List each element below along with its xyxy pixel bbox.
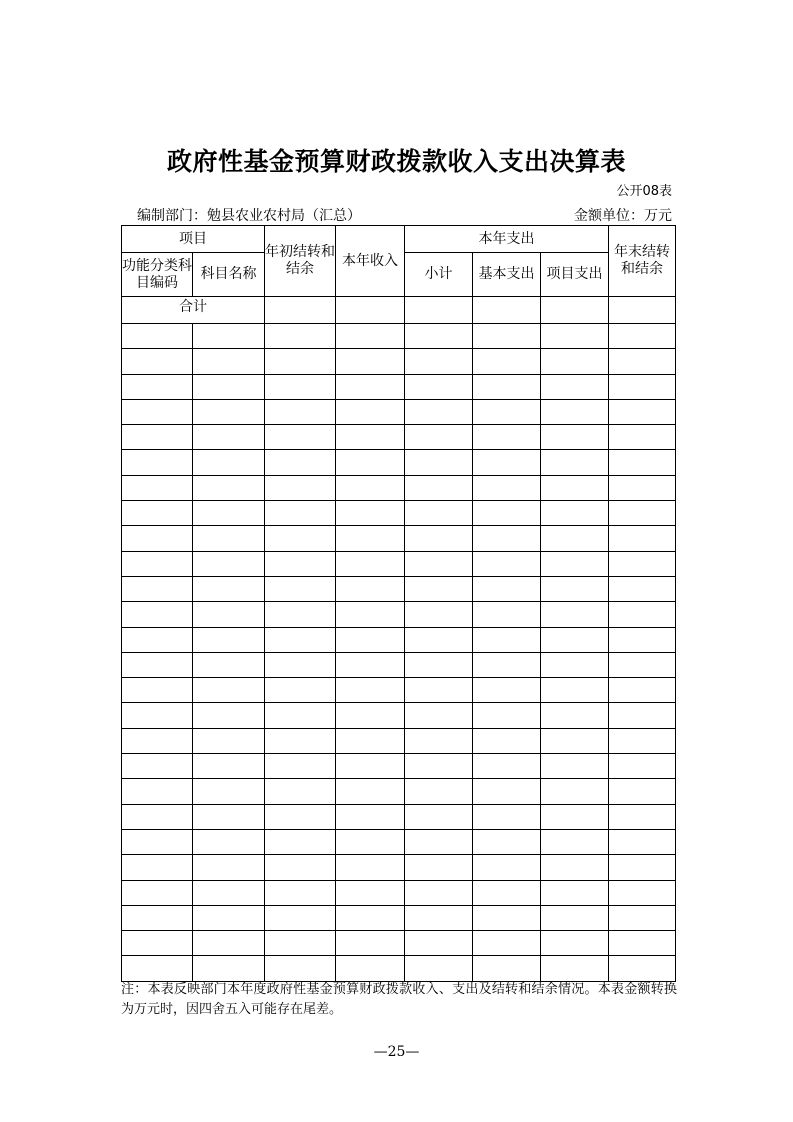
table-cell bbox=[122, 349, 193, 374]
table-row bbox=[122, 349, 676, 374]
department-label: 编制部门：勉县农业农村局（汇总） bbox=[137, 208, 361, 224]
table-cell bbox=[609, 678, 676, 703]
table-cell bbox=[405, 450, 473, 475]
total-cell bbox=[336, 297, 405, 324]
header-subject-name: 科目名称 bbox=[193, 253, 265, 297]
table-cell bbox=[193, 956, 265, 981]
table-cell bbox=[336, 779, 405, 804]
table-cell bbox=[541, 602, 609, 627]
table-cell bbox=[473, 551, 541, 576]
table-cell bbox=[336, 728, 405, 753]
table-cell bbox=[265, 652, 336, 677]
unit-label: 金额单位：万元 bbox=[574, 208, 672, 224]
table-row bbox=[122, 880, 676, 905]
table-cell bbox=[193, 829, 265, 854]
table-cell bbox=[473, 602, 541, 627]
table-cell bbox=[122, 399, 193, 424]
table-cell bbox=[193, 627, 265, 652]
table-row bbox=[122, 602, 676, 627]
table-row bbox=[122, 728, 676, 753]
table-cell bbox=[405, 779, 473, 804]
table-cell bbox=[193, 804, 265, 829]
table-cell bbox=[193, 905, 265, 930]
table-cell bbox=[609, 374, 676, 399]
table-cell bbox=[541, 956, 609, 981]
table-cell bbox=[122, 931, 193, 956]
table-cell bbox=[122, 905, 193, 930]
table-row bbox=[122, 501, 676, 526]
table-cell bbox=[122, 829, 193, 854]
table-cell bbox=[473, 450, 541, 475]
table-cell bbox=[193, 728, 265, 753]
table-cell bbox=[122, 855, 193, 880]
table-cell bbox=[473, 349, 541, 374]
table-row bbox=[122, 855, 676, 880]
table-cell bbox=[405, 349, 473, 374]
table-cell bbox=[336, 652, 405, 677]
table-cell bbox=[609, 956, 676, 981]
table-cell bbox=[541, 627, 609, 652]
table-cell bbox=[473, 475, 541, 500]
table-cell bbox=[122, 652, 193, 677]
table-cell bbox=[193, 880, 265, 905]
table-cell bbox=[336, 324, 405, 349]
table-row bbox=[122, 956, 676, 981]
table-cell bbox=[609, 754, 676, 779]
table-cell bbox=[405, 678, 473, 703]
table-cell bbox=[122, 576, 193, 601]
table-cell bbox=[122, 374, 193, 399]
table-cell bbox=[541, 804, 609, 829]
table-cell bbox=[336, 880, 405, 905]
table-cell bbox=[193, 501, 265, 526]
table-cell bbox=[122, 602, 193, 627]
table-cell bbox=[265, 349, 336, 374]
table-cell bbox=[609, 501, 676, 526]
table-cell bbox=[193, 425, 265, 450]
table-cell bbox=[473, 374, 541, 399]
table-cell bbox=[473, 627, 541, 652]
table-cell bbox=[336, 703, 405, 728]
table-cell bbox=[336, 576, 405, 601]
table-row bbox=[122, 399, 676, 424]
table-cell bbox=[193, 399, 265, 424]
table-cell bbox=[405, 652, 473, 677]
table-cell bbox=[541, 678, 609, 703]
table-cell bbox=[193, 602, 265, 627]
table-cell bbox=[336, 627, 405, 652]
table-row bbox=[122, 425, 676, 450]
table-cell bbox=[473, 829, 541, 854]
table-cell bbox=[541, 905, 609, 930]
table-cell bbox=[265, 754, 336, 779]
header-row-1 bbox=[122, 226, 676, 253]
table-cell bbox=[193, 754, 265, 779]
table-cell bbox=[541, 501, 609, 526]
table-cell bbox=[541, 576, 609, 601]
table-cell bbox=[405, 703, 473, 728]
table-cell bbox=[193, 450, 265, 475]
table-cell bbox=[122, 779, 193, 804]
table-cell bbox=[122, 804, 193, 829]
table-cell bbox=[336, 450, 405, 475]
table-cell bbox=[122, 324, 193, 349]
page-number: —25— bbox=[373, 1044, 420, 1060]
table-cell bbox=[473, 703, 541, 728]
table-cell bbox=[193, 475, 265, 500]
table-cell bbox=[473, 754, 541, 779]
table-row bbox=[122, 678, 676, 703]
table-cell bbox=[193, 349, 265, 374]
table-cell bbox=[193, 652, 265, 677]
table-cell bbox=[265, 602, 336, 627]
table-cell bbox=[609, 931, 676, 956]
total-row bbox=[122, 297, 676, 324]
fund-table bbox=[121, 225, 676, 982]
table-cell bbox=[405, 728, 473, 753]
table-cell bbox=[265, 374, 336, 399]
table-cell bbox=[473, 324, 541, 349]
table-cell bbox=[541, 880, 609, 905]
table-cell bbox=[473, 678, 541, 703]
table-cell bbox=[473, 501, 541, 526]
table-cell bbox=[473, 804, 541, 829]
table-cell bbox=[405, 804, 473, 829]
table-cell bbox=[405, 880, 473, 905]
table-row bbox=[122, 905, 676, 930]
table-cell bbox=[541, 855, 609, 880]
header-basic-expense: 基本支出 bbox=[473, 253, 541, 297]
table-cell bbox=[609, 475, 676, 500]
table-cell bbox=[609, 627, 676, 652]
table-row bbox=[122, 374, 676, 399]
table-cell bbox=[265, 526, 336, 551]
table-cell bbox=[336, 855, 405, 880]
table-cell bbox=[609, 551, 676, 576]
table-cell bbox=[405, 475, 473, 500]
table-cell bbox=[405, 374, 473, 399]
table-cell bbox=[405, 526, 473, 551]
table-cell bbox=[122, 501, 193, 526]
table-cell bbox=[405, 501, 473, 526]
table-cell bbox=[541, 728, 609, 753]
table-cell bbox=[405, 855, 473, 880]
table-cell bbox=[336, 399, 405, 424]
table-cell bbox=[473, 576, 541, 601]
footnote: 注：本表反映部门本年度政府性基金预算财政拨款收入、支出及结转和结余情况。本表金额转换为万元时，因四舍五入可能存在尾差。 bbox=[121, 982, 677, 1017]
table-row bbox=[122, 703, 676, 728]
table-cell bbox=[265, 728, 336, 753]
table-cell bbox=[336, 678, 405, 703]
table-cell bbox=[541, 551, 609, 576]
table-cell bbox=[122, 956, 193, 981]
table-cell bbox=[122, 627, 193, 652]
table-cell bbox=[473, 526, 541, 551]
table-row bbox=[122, 627, 676, 652]
table-cell bbox=[193, 551, 265, 576]
table-cell bbox=[473, 399, 541, 424]
table-cell bbox=[609, 349, 676, 374]
table-cell bbox=[122, 754, 193, 779]
table-cell bbox=[122, 475, 193, 500]
table-cell bbox=[405, 425, 473, 450]
table-cell bbox=[405, 931, 473, 956]
table-cell bbox=[405, 324, 473, 349]
total-cell bbox=[405, 297, 473, 324]
table-cell bbox=[336, 754, 405, 779]
table-cell bbox=[336, 425, 405, 450]
table-cell bbox=[336, 501, 405, 526]
table-cell bbox=[541, 829, 609, 854]
table-row bbox=[122, 526, 676, 551]
table-cell bbox=[541, 374, 609, 399]
table-cell bbox=[609, 425, 676, 450]
total-label: 合计 bbox=[122, 297, 265, 324]
total-cell bbox=[609, 297, 676, 324]
table-cell bbox=[336, 905, 405, 930]
table-cell bbox=[609, 728, 676, 753]
table-cell bbox=[265, 905, 336, 930]
table-cell bbox=[473, 931, 541, 956]
table-cell bbox=[336, 804, 405, 829]
table-cell bbox=[541, 450, 609, 475]
table-row bbox=[122, 551, 676, 576]
table-cell bbox=[609, 324, 676, 349]
table-number: 公开08表 bbox=[616, 184, 672, 199]
table-cell bbox=[193, 576, 265, 601]
table-cell bbox=[609, 779, 676, 804]
table-cell bbox=[541, 526, 609, 551]
table-row bbox=[122, 576, 676, 601]
table-cell bbox=[473, 425, 541, 450]
table-cell bbox=[609, 905, 676, 930]
table-cell bbox=[193, 526, 265, 551]
table-cell bbox=[336, 349, 405, 374]
table-cell bbox=[122, 678, 193, 703]
header-project-expense: 项目支出 bbox=[541, 253, 609, 297]
table-cell bbox=[265, 931, 336, 956]
table-cell bbox=[541, 425, 609, 450]
table-cell bbox=[265, 627, 336, 652]
table-cell bbox=[541, 324, 609, 349]
table-cell bbox=[541, 652, 609, 677]
table-cell bbox=[265, 576, 336, 601]
table-row bbox=[122, 324, 676, 349]
table-cell bbox=[609, 450, 676, 475]
table-cell bbox=[473, 855, 541, 880]
table-cell bbox=[405, 956, 473, 981]
table-cell bbox=[193, 703, 265, 728]
table-cell bbox=[473, 880, 541, 905]
table-cell bbox=[609, 880, 676, 905]
table-cell bbox=[336, 526, 405, 551]
table-cell bbox=[609, 855, 676, 880]
table-cell bbox=[473, 728, 541, 753]
table-cell bbox=[265, 399, 336, 424]
table-cell bbox=[193, 678, 265, 703]
table-cell bbox=[265, 703, 336, 728]
table-cell bbox=[541, 931, 609, 956]
table-cell bbox=[405, 829, 473, 854]
table-cell bbox=[473, 956, 541, 981]
table-cell bbox=[336, 551, 405, 576]
total-cell bbox=[265, 297, 336, 324]
table-cell bbox=[609, 703, 676, 728]
header-subtotal: 小计 bbox=[405, 253, 473, 297]
table-cell bbox=[265, 880, 336, 905]
header-function-code: 功能分类科目编码 bbox=[122, 253, 193, 297]
table-cell bbox=[405, 399, 473, 424]
table-cell bbox=[265, 804, 336, 829]
table-cell bbox=[473, 779, 541, 804]
table-cell bbox=[122, 880, 193, 905]
table-row bbox=[122, 931, 676, 956]
table-cell bbox=[336, 602, 405, 627]
table-cell bbox=[541, 703, 609, 728]
table-row bbox=[122, 779, 676, 804]
table-cell bbox=[473, 652, 541, 677]
table-cell bbox=[609, 576, 676, 601]
table-row bbox=[122, 475, 676, 500]
page-title: 政府性基金预算财政拨款收入支出决算表 bbox=[166, 147, 626, 176]
table-cell bbox=[541, 349, 609, 374]
table-cell bbox=[609, 829, 676, 854]
table-cell bbox=[193, 324, 265, 349]
table-cell bbox=[122, 551, 193, 576]
table-cell bbox=[541, 779, 609, 804]
table-cell bbox=[609, 602, 676, 627]
table-cell bbox=[122, 703, 193, 728]
table-cell bbox=[265, 501, 336, 526]
table-row bbox=[122, 754, 676, 779]
header-current-income: 本年收入 bbox=[336, 226, 405, 297]
table-cell bbox=[336, 829, 405, 854]
table-cell bbox=[473, 905, 541, 930]
table-row bbox=[122, 829, 676, 854]
table-cell bbox=[541, 475, 609, 500]
table-cell bbox=[336, 374, 405, 399]
table-cell bbox=[265, 324, 336, 349]
table-cell bbox=[336, 931, 405, 956]
table-cell bbox=[193, 374, 265, 399]
table-cell bbox=[122, 425, 193, 450]
table-cell bbox=[609, 399, 676, 424]
table-cell bbox=[541, 399, 609, 424]
table-cell bbox=[405, 627, 473, 652]
table-cell bbox=[122, 450, 193, 475]
table-cell bbox=[609, 804, 676, 829]
table-cell bbox=[265, 779, 336, 804]
table-cell bbox=[265, 855, 336, 880]
table-row bbox=[122, 652, 676, 677]
table-cell bbox=[265, 425, 336, 450]
table-cell bbox=[193, 931, 265, 956]
table-cell bbox=[193, 779, 265, 804]
header-opening-balance: 年初结转和结余 bbox=[265, 226, 336, 297]
total-cell bbox=[473, 297, 541, 324]
table-cell bbox=[265, 475, 336, 500]
table-cell bbox=[193, 855, 265, 880]
table-cell bbox=[336, 475, 405, 500]
total-cell bbox=[541, 297, 609, 324]
header-current-expense: 本年支出 bbox=[405, 226, 609, 253]
table-cell bbox=[265, 450, 336, 475]
table-cell bbox=[541, 754, 609, 779]
table-cell bbox=[265, 956, 336, 981]
table-cell bbox=[265, 551, 336, 576]
table-cell bbox=[336, 956, 405, 981]
table-cell bbox=[405, 905, 473, 930]
table-cell bbox=[405, 576, 473, 601]
table-cell bbox=[122, 526, 193, 551]
table-cell bbox=[122, 728, 193, 753]
table-cell bbox=[405, 602, 473, 627]
table-cell bbox=[265, 829, 336, 854]
header-item: 项目 bbox=[122, 226, 265, 253]
table-cell bbox=[265, 678, 336, 703]
table-cell bbox=[405, 551, 473, 576]
table-cell bbox=[609, 526, 676, 551]
header-closing-balance: 年末结转和结余 bbox=[609, 226, 676, 297]
table-row bbox=[122, 804, 676, 829]
table-row bbox=[122, 450, 676, 475]
table-cell bbox=[405, 754, 473, 779]
table-cell bbox=[609, 652, 676, 677]
